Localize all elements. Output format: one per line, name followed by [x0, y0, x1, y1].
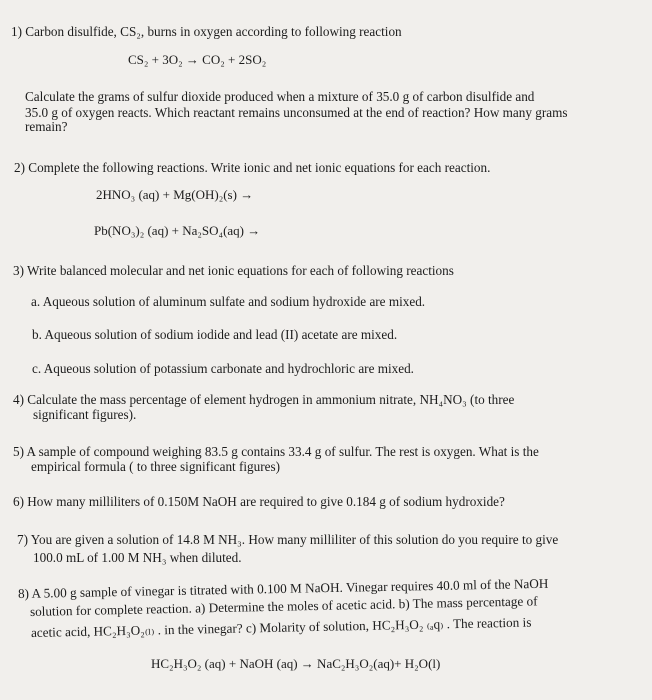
q4-line2: significant figures).: [33, 407, 137, 422]
q8-line2: solution for complete reaction. a) Determine the moles of acetic acid. b) The mass percentage of: [29, 593, 538, 619]
q1-line3: 35.0 g of oxygen reacts. Which reactant remains unconsumed at the end of reaction? How many grams: [25, 105, 568, 120]
q1-line1: 1) Carbon disulfide, CS₂, burns in oxygen according to following reaction: [11, 24, 402, 39]
q8-line1: 8) A 5.00 g sample of vinegar is titrated with 0.100 M NaOH. Vinegar requires 40.0 ml of the NaOH: [17, 575, 549, 601]
q3-item-b: b. Aqueous solution of sodium iodide and lead (II) acetate are mixed.: [32, 327, 398, 342]
q5-line1: 5) A sample of compound weighing 83.5 g contains 33.4 g of sulfur. The rest is oxygen. What is the: [13, 444, 539, 459]
q7-line2: 100.0 mL of 1.00 M NH₃ when diluted.: [33, 550, 242, 565]
q1-equation: CS₂ + 3O₂ → CO₂ + 2SO₂: [128, 52, 267, 67]
q2-line1: 2) Complete the following reactions. Write ionic and net ionic equations for each reaction.: [14, 160, 491, 175]
q3-item-a: a. Aqueous solution of aluminum sulfate and sodium hydroxide are mixed.: [31, 294, 426, 309]
q2-equation1: 2HNO₃ (aq) + Mg(OH)₂(s) →: [96, 187, 254, 202]
q2-equation2: Pb(NO₃)₂ (aq) + Na₂SO₄(aq) →: [94, 223, 261, 238]
q7-line1: 7) You are given a solution of 14.8 M NH₃. How many milliliter of this solution do you require to give: [17, 532, 559, 547]
q1-line4: remain?: [25, 119, 68, 134]
q8-equation: HC₂H₃O₂ (aq) + NaOH (aq) → NaC₂H₃O₂(aq)+ H₂O(l): [151, 656, 441, 671]
q4-line1: 4) Calculate the mass percentage of element hydrogen in ammonium nitrate, NH₄NO₃ (to three: [13, 392, 515, 407]
q3-item-c: c. Aqueous solution of potassium carbonate and hydrochloric are mixed.: [32, 361, 414, 376]
q3-line1: 3) Write balanced molecular and net ionic equations for each of following reactions: [13, 263, 454, 278]
q8-line3: acetic acid, HC₂H₃O₂₍ₗ₎ . in the vinegar? c) Molarity of solution, HC₂H₃O₂ ₍ₐq₎ . The reaction is: [30, 614, 532, 640]
q5-line2: empirical formula ( to three significant figures): [31, 459, 281, 474]
q1-line2: Calculate the grams of sulfur dioxide produced when a mixture of 35.0 g of carbon disulfide and: [25, 89, 535, 104]
q6-line1: 6) How many milliliters of 0.150M NaOH are required to give 0.184 g of sodium hydroxide?: [13, 494, 505, 509]
